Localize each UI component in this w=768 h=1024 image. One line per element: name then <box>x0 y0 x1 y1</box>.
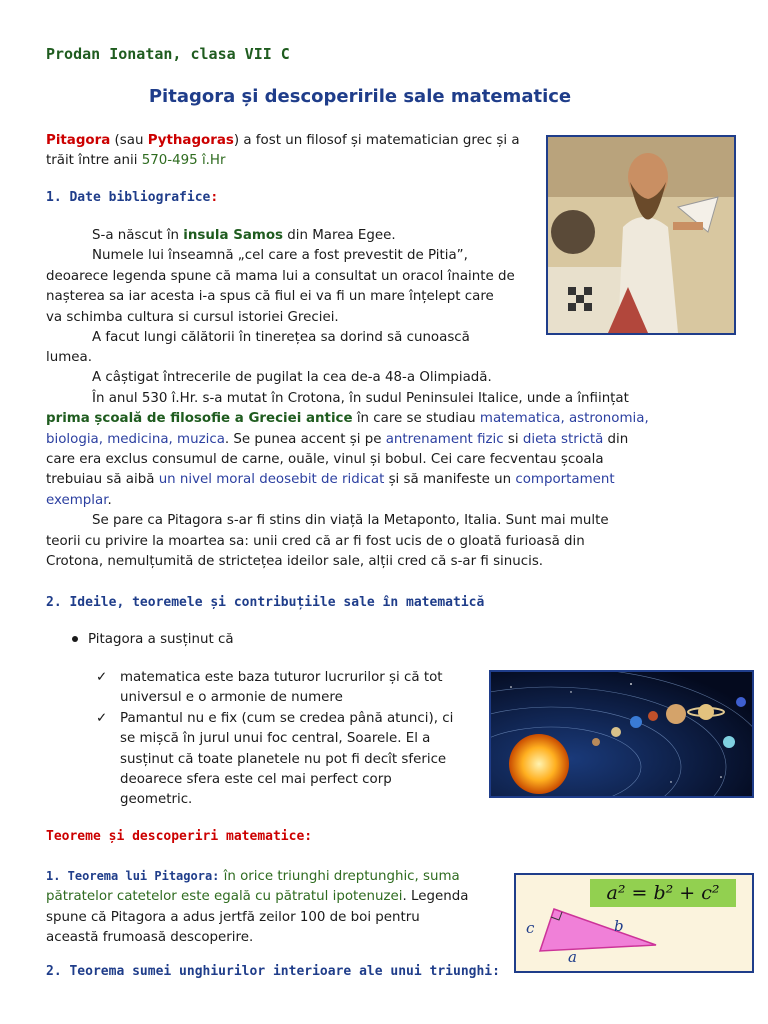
text: matematica este baza tuturor lucrurilor și că tot <box>120 670 443 685</box>
text-line: teorii cu privire la moartea sa: unii cred că ar fi fost ucis de o gloată furioasă din <box>46 533 585 549</box>
highlight-school: prima școală de filosofie a Greciei antice <box>46 411 353 427</box>
text-line: nașterea sa iar acesta i-a spus că fiul ei va fi un mare înțelept care <box>46 289 494 305</box>
theorem2-label: 2. Teorema sumei unghiurilor interioare ale unui triunghi <box>46 964 493 979</box>
page-title: Pitagora și descoperirile sale matematice <box>148 86 572 107</box>
text: A câștigat întrecerile de pugilat la cea de-a 48-a Olimpiadă. <box>92 370 492 386</box>
text: din Marea Egee. <box>283 228 396 243</box>
text: susținut că toate planetele nu pot fi decît sferice <box>120 751 447 767</box>
colon: : <box>492 964 500 979</box>
text: si <box>503 431 523 447</box>
checkmark-icon: ✓ <box>96 670 108 685</box>
intro-text: (sau <box>110 133 148 148</box>
disc-bullet-icon <box>72 636 78 642</box>
highlight-training: antrenament fizic <box>385 431 504 447</box>
highlight-moral: un nivel moral deosebit de ridicat <box>158 472 385 488</box>
text: . <box>107 492 112 508</box>
text: Se pare ca Pitagora s-ar fi stins din viață la Metaponto, Italia. Sunt mai multe <box>92 513 609 529</box>
text-line: spune că Pitagora a adus jertfă zeilor 100 de boi pentru <box>46 909 420 925</box>
text: A facut lungi călătorii în tinerețea sa dorind să cunoască <box>92 330 470 346</box>
intro-text: ) <box>233 133 240 148</box>
side-c-label: c <box>526 919 535 937</box>
pythagoras-portrait-image <box>546 135 736 335</box>
highlight-behavior: exemplar <box>46 492 108 508</box>
highlight-samos: insula Samos <box>183 228 284 243</box>
intro-text: a fost un filosof și matematician grec și a <box>239 133 520 148</box>
formula: a² = b² + c² <box>606 882 720 904</box>
years: 570-495 î.Hr <box>141 153 226 169</box>
section1-heading-text: 1. Date bibliografice <box>46 190 211 205</box>
side-b-label: b <box>614 917 624 935</box>
theorem1-statement: în orice triunghi dreptunghic, suma <box>219 869 460 884</box>
text-line: deoarece legenda spune că mama lui a consultat un oracol înainte de <box>46 268 515 284</box>
check-list <box>96 668 486 811</box>
name-pitagora: Pitagora <box>46 133 111 148</box>
text: S-a născut în <box>92 228 184 243</box>
intro-paragraph <box>46 131 546 172</box>
bullet-text: Pitagora a susținut că <box>88 632 234 647</box>
highlight-subjects: matematica, astronomia, <box>479 411 649 427</box>
theorem2-heading <box>46 964 500 979</box>
text: în care se studiau <box>352 411 480 427</box>
section2-heading: 2. Ideile, teoremele și contribuțiile sale în matematică <box>46 595 485 610</box>
theorems-heading: Teoreme și descoperiri matematice: <box>46 829 313 844</box>
section1-heading <box>46 190 218 205</box>
text: deoarece sfera este cel mai perfect corp <box>120 772 392 788</box>
side-a-label: a <box>568 948 577 966</box>
text: În anul 530 î.Hr. s-a mutat în Crotona, în sudul Peninsulei Italice, unde a înființat <box>92 390 629 406</box>
author-line: Prodan Ionatan, clasa VII C <box>46 45 290 63</box>
bullet-item <box>72 630 234 650</box>
text-line: va schimba cultura si cursul istoriei Greciei. <box>46 309 339 325</box>
colon: : <box>210 190 219 205</box>
highlight-diet: dieta strictă <box>522 431 604 447</box>
intro-text: trăit între anii <box>46 153 142 169</box>
text: . Legenda <box>402 889 469 905</box>
checkmark-icon: ✓ <box>96 710 108 726</box>
text: Pamantul nu e fix (cum se credea până atunci), ci <box>120 710 454 726</box>
text-line: această frumoasă descoperire. <box>46 930 254 946</box>
text: Numele lui înseamnă „cel care a fost prevestit de Pitia”, <box>92 248 468 264</box>
highlight-subjects: biologia, medicina, muzica <box>46 431 225 447</box>
text: universul e o armonie de numere <box>120 690 343 706</box>
text: din <box>603 431 629 447</box>
text: se mișcă în jurul unui foc central, Soarele. El a <box>120 731 431 747</box>
theorem1-block <box>46 866 506 949</box>
text: trebuiau să aibă <box>46 472 159 488</box>
theorem1-label: 1. Teorema lui Pitagora: <box>46 869 220 883</box>
pythagoras-theorem-diagram <box>514 873 754 973</box>
text-line: Crotona, nemulțumită de strictețea ideilor sale, alții cred că s-ar fi sinucis. <box>46 554 544 570</box>
name-pythagoras: Pythagoras <box>147 133 234 148</box>
text: geometric. <box>120 792 193 808</box>
text-line: lumea. <box>46 350 92 365</box>
text: și să manifeste un <box>384 472 516 488</box>
theorem1-statement: pătratelor catetelor este egală cu pătratul ipotenuzei <box>46 889 403 905</box>
section1-block-a <box>46 226 546 348</box>
text-line: care era exclus consumul de carne, ouăle, vinul și bobul. Cei care fecventau școala <box>46 452 604 468</box>
highlight-behavior: comportament <box>515 472 615 488</box>
text: . Se punea accent și pe <box>224 431 386 447</box>
solar-system-image <box>489 670 754 798</box>
section1-block-b <box>46 348 726 572</box>
